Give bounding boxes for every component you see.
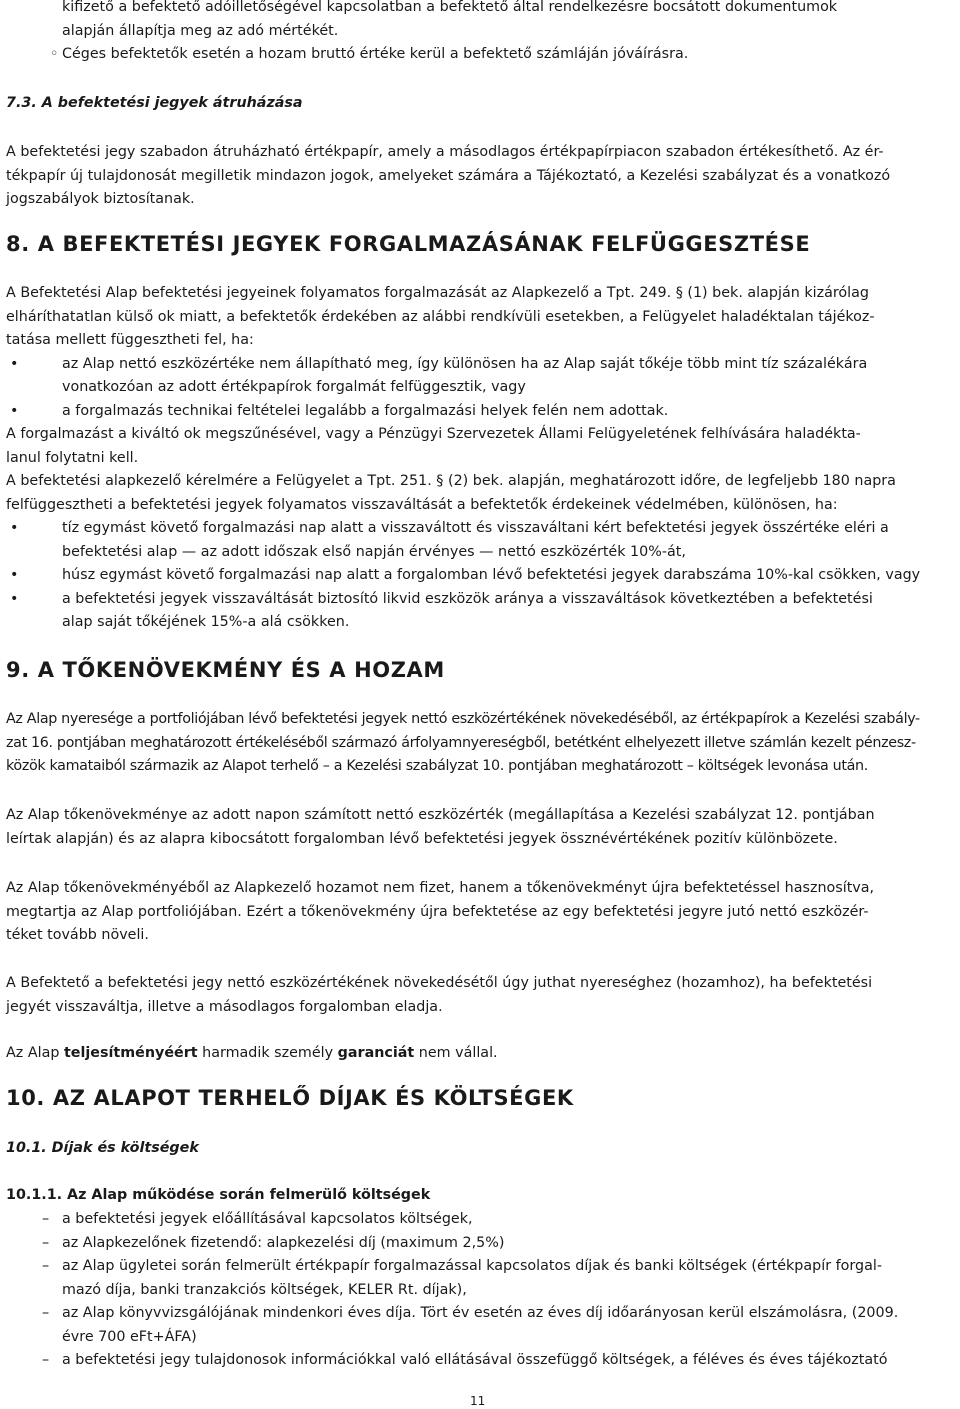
text-line: Az Alap tőkenövekménye az adott napon számított nettó eszközérték (megállapítása a Kezelési szabályzat 12. pontjában [6,807,875,823]
bullet-icon: • [10,567,19,583]
intro-continuation [6,0,958,67]
paragraph [6,972,958,1019]
text-line: elháríthatatlan külső ok miatt, a befektetők érdekében az alábbi rendkívüli esetekben, a Felügyelet haladéktalan tájékoz- [6,308,875,325]
dash-icon: – [42,1352,50,1368]
section-heading-10: 10. AZ ALAPOT TERHELŐ DÍJAK ÉS KÖLTSÉGEK [6,1086,574,1110]
paragraph: Az Alap teljesítményéért harmadik személy garanciát nem vállal. [6,1045,498,1061]
text-line: A befektetési alapkezelő kérelmére a Felügyelet a Tpt. 251. § (2) bek. alapján, meghatározott időre, de legfeljebb 180 napra [6,473,896,489]
text-line: A befektetési jegy szabadon átruházható értékpapír, amely a másodlagos értékpapírpiacon szabadon értékesíthető. Az ér- [6,144,884,160]
section-8-body [6,282,958,635]
text-line: leírtak alapján) és az alapra kibocsátott forgalomban lévő befektetési jegyek össznévértékének pozitív különbözete. [6,830,838,847]
list-item: • húsz egymást követő forgalmazási nap alatt a forgalomban lévő befektetési jegyek darabszáma 10%-kal csökken, vagy [6,564,958,588]
subsection-heading: 10.1.1. Az Alap működése során felmerülő költségek [6,1187,431,1203]
text-line: alapján állapítja meg az adó mértékét. [62,22,339,39]
page-number: 11 [470,1394,486,1408]
bullet-icon: • [10,590,19,607]
text-line: tékpapír új tulajdonosát megilletik mindazon jogok, amelyeket számára a Tájékoztató, a Kezelési szabályzat és a vonatkozó [6,167,891,184]
text-line: jegyét visszaváltja, illetve a másodlagos forgalomban eladja. [6,998,443,1015]
cost-list [6,1208,958,1373]
text-line: Az Alap tőkenövekményéből az Alapkezelő hozamot nem fizet, hanem a tőkenövekményt újra befektetéssel hasznosítva, [6,880,875,896]
section-heading-9: 9. A TŐKENÖVEKMÉNY ÉS A HOZAM [6,658,445,682]
list-item: ◦ Céges befektetők esetén a hozam bruttó értéke kerül a befektető számláján jóváírásra. [6,43,958,67]
text-line: jogszabályok biztosítanak. [6,191,195,207]
bullet-icon: • [10,355,19,372]
list-item: – az Alapkezelőnek fizetendő: alapkezelési díj (maximum 2,5%) [6,1232,958,1256]
text-line: téket tovább növeli. [6,927,149,943]
list-item: • tíz egymást követő forgalmazási nap alatt a visszaváltott és visszaváltani kért befektetési jegyek összértéke eléri a befektetési alap — az adott időszak első napján érvényes — nettó eszközérték 10%-át, [6,517,958,564]
list-item: – a befektetési jegyek előállításával kapcsolatos költségek, [6,1208,958,1232]
list-item: – az Alap könyvvizsgálójának mindenkori éves díja. Tört év esetén az éves díj időarányosan kerül elszámolásra, (2009. évre 700 eFt+ÁFA) [6,1302,958,1349]
dash-icon: – [42,1211,50,1227]
text-line: A Befektető a befektetési jegy nettó eszközértékének növekedésétől úgy juthat nyereséghez (hozamhoz), ha befektetési [6,975,873,991]
paragraph [6,141,958,212]
text-line: Az Alap nyeresége a portfoliójában lévő befektetési jegyek nettó eszközértékének növekedéséből, az értékpapírok a Kezelési szabály- [6,711,920,727]
list-item: – a befektetési jegy tulajdonosok információkkal való ellátásával összefüggő költségek, a féléves és éves tájékoztató [6,1349,958,1373]
text-line: A forgalmazást a kiváltó ok megszűnésével, vagy a Pénzügyi Szervezetek Állami Felügyeletének felhívására haladékta- [6,426,861,442]
list-item: – az Alap ügyletei során felmerült értékpapír forgalmazással kapcsolatos díjak és banki költségek (értékpapír forgal- mazó díja, banki tranzakciós költségek, KELER Rt. díjak), [6,1255,958,1302]
list-item: • a forgalmazás technikai feltételei legalább a forgalmazási helyek felén nem adottak. [6,400,958,424]
dash-icon: – [42,1234,50,1251]
section-heading-8: 8. A BEFEKTETÉSI JEGYEK FORGALMAZÁSÁNAK FELFÜGGESZTÉSE [6,232,811,256]
text-line: kifizető a befektető adóilletőségével kapcsolatban a befektető által rendelkezésre bocsátott dokumentumok [62,0,838,15]
list-item: • a befektetési jegyek visszaváltását biztosító likvid eszközök aránya a visszaváltások következtében a befektetési alap saját tőkéjének 15%-a alá csökken. [6,588,958,635]
text-line: zat 16. pontjában meghatározott értékeléséből származó árfolyamnyereségből, betétként elhelyezett illetve számlán kezelt pénzesz- [6,734,916,751]
subsection-heading: 10.1. Díjak és költségek [6,1140,199,1156]
paragraph [6,804,958,851]
bullet-icon: • [10,520,19,536]
text-line: lanul folytatni kell. [6,449,139,466]
emphasis: teljesítményéért [63,1045,198,1061]
text-line: tatása mellett függesztheti fel, ha: [6,332,254,348]
text-line: felfüggesztheti a befektetési jegyek folyamatos visszaváltását a befektetők érdekeinek védelmében, különösen, ha: [6,496,838,513]
bullet-icon: • [10,402,19,419]
list-item: • az Alap nettó eszközértéke nem állapítható meg, így különösen ha az Alap saját tőkéje több mint tíz százalékára vonatkozóan az adott értékpapírok forgalmát felfüggesztik, vagy [6,353,958,400]
paragraph [6,877,958,948]
dash-icon: – [42,1258,50,1274]
dash-icon: – [42,1305,50,1321]
emphasis: garanciát [337,1045,415,1061]
text-line: A Befektetési Alap befektetési jegyeinek folyamatos forgalmazását az Alapkezelő a Tpt. 249. § (1) bek. alapján kizárólag [6,285,869,301]
text-line: megtartja az Alap portfoliójában. Ezért a tőkenövekmény újra befektetése az egy befektetési jegyre jutó nettó eszközér- [6,903,869,920]
paragraph [6,708,958,779]
bullet-icon: ◦ [50,46,59,62]
section-heading-7-3: 7.3. A befektetési jegyek átruházása [6,95,303,111]
text-line: közök kamataiból származik az Alapot terhelő – a Kezelési szabályzat 10. pontjában meghatározott – költségek levonása után. [6,758,868,774]
